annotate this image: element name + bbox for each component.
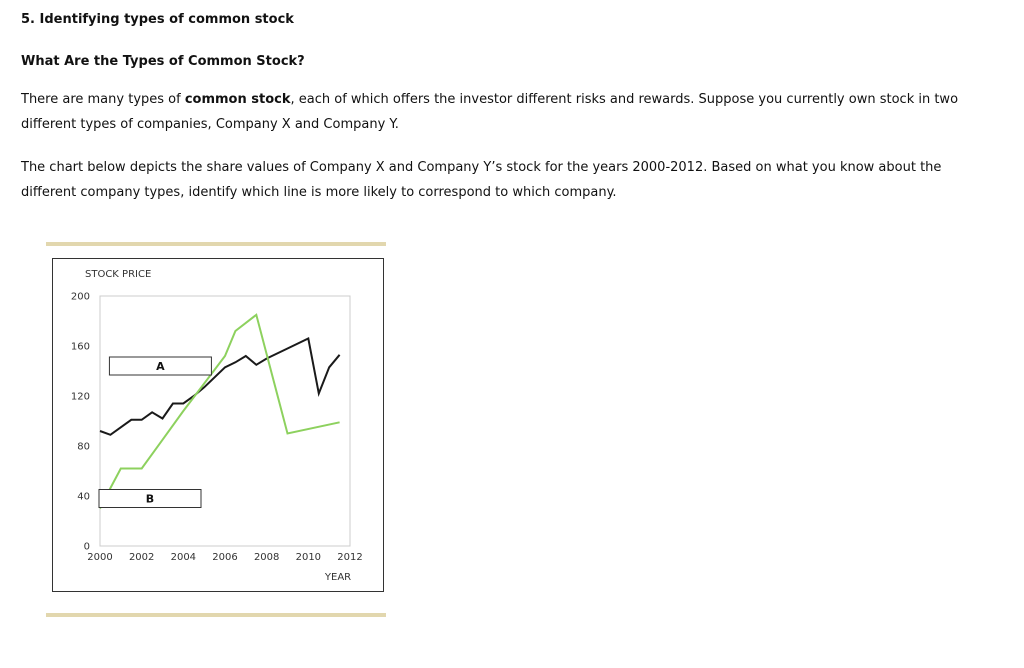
line-labels xyxy=(99,357,211,508)
x-tick-label: 2006 xyxy=(212,552,238,563)
x-tick-label: 2002 xyxy=(128,552,155,563)
y-tick-label: 200 xyxy=(70,291,90,303)
black-series-line xyxy=(100,339,340,435)
y-tick-label: 0 xyxy=(83,541,90,553)
x-tick-label: 2012 xyxy=(337,552,363,563)
y-axis-ticks xyxy=(71,292,90,553)
instruction-paragraph: The chart below depicts the share values of Company X and Company Y’s stock for the years 2000-2012. Based on what you know about the different company types, identify which line is more likely to correspond to which company. xyxy=(21,160,942,200)
x-tick-label: 2004 xyxy=(170,552,197,563)
label-b: B xyxy=(145,492,155,506)
y-tick-label: 80 xyxy=(77,441,90,453)
y-tick-label: 160 xyxy=(70,341,90,353)
x-tick-label: 2010 xyxy=(295,552,322,563)
y-axis-title: STOCK PRICE xyxy=(85,269,152,280)
x-axis-title: YEAR xyxy=(324,572,352,583)
x-tick-label: 2000 xyxy=(87,552,113,563)
top-divider xyxy=(46,242,386,246)
question-title: 5. Identifying types of common stock xyxy=(21,12,294,27)
plot-area xyxy=(100,296,350,546)
x-tick-label: 2008 xyxy=(253,552,280,563)
series-lines xyxy=(100,315,340,509)
label-a: A xyxy=(156,360,165,373)
bottom-divider xyxy=(46,613,386,617)
intro-text-start: There are many types of xyxy=(21,92,185,107)
chart-canvas xyxy=(53,259,383,591)
intro-paragraph xyxy=(21,87,996,137)
y-tick-label: 40 xyxy=(77,491,90,503)
x-axis-ticks xyxy=(87,552,362,563)
green-series-line xyxy=(100,315,340,509)
stock-price-chart xyxy=(52,258,384,592)
y-tick-label: 120 xyxy=(70,391,90,403)
intro-text-end: , each of which offers the investor different risks and rewards. Suppose you currently own stock in two different types of companies, Company X and Company Y. xyxy=(21,92,959,132)
section-heading: What Are the Types of Common Stock? xyxy=(21,54,305,69)
common-stock-term: common stock xyxy=(184,92,291,107)
